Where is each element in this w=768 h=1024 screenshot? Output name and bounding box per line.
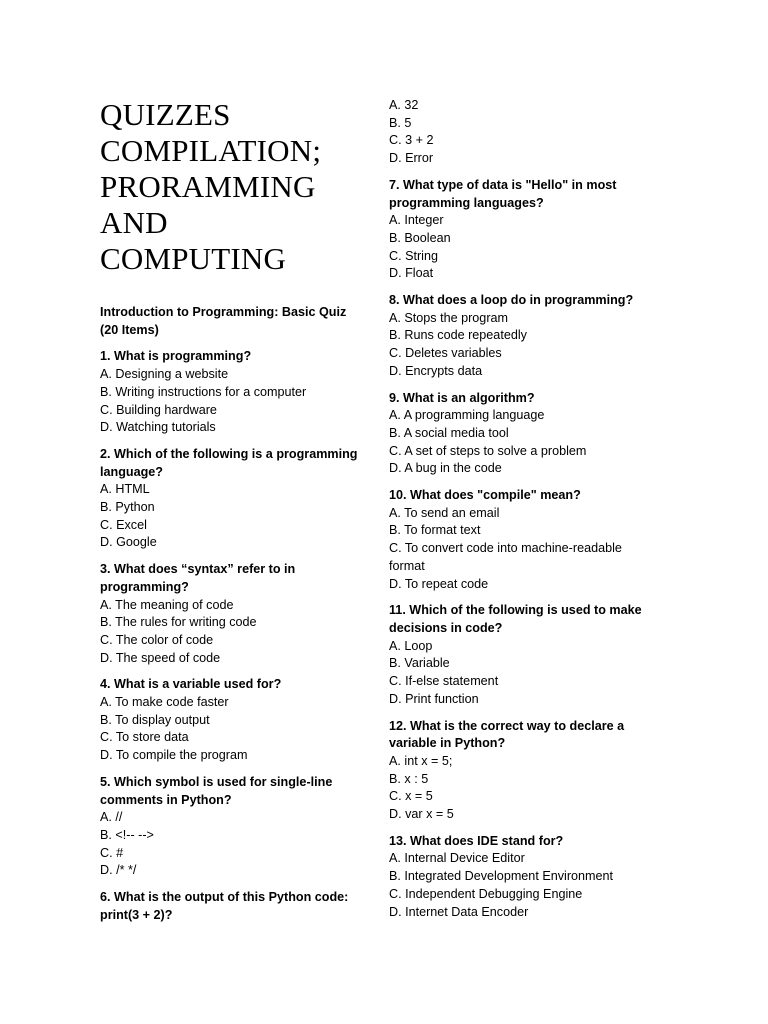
answer-option: D. A bug in the code: [389, 461, 502, 476]
answer-option: A. Internal Device Editor: [389, 851, 525, 866]
question-text: 13. What does IDE stand for?: [389, 833, 564, 848]
answer-option: C. 3 + 2: [389, 133, 434, 148]
answer-option: C. To convert code into machine-readable format: [389, 541, 622, 573]
answer-option: D. To repeat code: [389, 576, 489, 591]
answer-option: C. String: [389, 248, 438, 263]
answer-option: B. Boolean: [389, 230, 451, 245]
question-6: [100, 889, 362, 924]
answer-option: A. 32: [389, 98, 419, 112]
answer-option: C. Building hardware: [100, 402, 217, 417]
answer-option: C. If-else statement: [389, 674, 499, 689]
answer-option: B. To format text: [389, 523, 481, 538]
answer-option: B. A social media tool: [389, 425, 509, 440]
title-line: AND: [100, 205, 168, 240]
question-5: [100, 774, 362, 880]
answer-option: D. Google: [100, 535, 157, 550]
answer-option: B. Runs code repeatedly: [389, 328, 527, 343]
answer-option: A. To send an email: [389, 505, 500, 520]
answer-option: A. int x = 5;: [389, 753, 453, 768]
answer-option: D. /* */: [100, 863, 137, 878]
question-12: [389, 718, 651, 824]
answer-option: A. //: [100, 810, 123, 825]
answer-option: A. The meaning of code: [100, 597, 234, 612]
answer-option: C. The color of code: [100, 632, 214, 647]
document-title: [100, 0, 362, 277]
question-2: [100, 446, 362, 552]
question-6-options: [389, 0, 651, 168]
answer-option: C. Excel: [100, 517, 147, 532]
title-line: COMPILATION;: [100, 133, 322, 168]
right-column: [389, 0, 651, 921]
title-line: PRORAMMING: [100, 169, 316, 204]
question-text: 7. What type of data is "Hello" in most programming languages?: [389, 177, 617, 210]
title-line: COMPUTING: [100, 241, 287, 276]
answer-option: C. To store data: [100, 730, 189, 745]
question-1: [100, 348, 362, 437]
question-text: 3. What does “syntax” refer to in programming?: [100, 562, 296, 594]
answer-option: A. Loop: [389, 638, 433, 653]
question-3: [100, 561, 362, 667]
answer-option: D. Encrypts data: [389, 363, 483, 378]
answer-option: C. Deletes variables: [389, 346, 502, 361]
question-4: [100, 676, 362, 765]
answer-option: B. The rules for writing code: [100, 615, 257, 630]
answer-option: C. A set of steps to solve a problem: [389, 443, 587, 458]
answer-option: D. Error: [389, 151, 434, 166]
answer-option: D. The speed of code: [100, 650, 221, 665]
answer-option: D. Float: [389, 266, 434, 281]
answer-option: B. x : 5: [389, 771, 429, 786]
question-text: 2. Which of the following is a programming language?: [100, 446, 358, 479]
question-7: [389, 177, 651, 283]
answer-option: D. Watching tutorials: [100, 420, 216, 435]
answer-option: A. A programming language: [389, 408, 545, 423]
question-13: [389, 833, 651, 922]
quiz-heading: Introduction to Programming: Basic Quiz (20 Items): [100, 305, 347, 337]
answer-option: C. x = 5: [389, 789, 433, 804]
answer-option: A. Designing a website: [100, 367, 229, 382]
left-column: [100, 0, 362, 925]
answer-option: B. To display output: [100, 712, 210, 727]
answer-option: B. Writing instructions for a computer: [100, 384, 307, 399]
question-text: 9. What is an algorithm?: [389, 390, 535, 405]
question-text: 11. Which of the following is used to make decisions in code?: [389, 603, 642, 635]
answer-option: C. #: [100, 845, 124, 860]
question-10: [389, 487, 651, 593]
answer-option: D. Print function: [389, 691, 479, 706]
answer-option: B. Python: [100, 500, 155, 515]
question-text: 12. What is the correct way to declare a variable in Python?: [389, 718, 625, 751]
question-11: [389, 602, 651, 708]
answer-option: B. 5: [389, 115, 412, 130]
answer-option: A. Stops the program: [389, 310, 509, 325]
answer-option: D. var x = 5: [389, 807, 454, 822]
question-text: 10. What does "compile" mean?: [389, 488, 581, 503]
answer-option: D. To compile the program: [100, 748, 248, 763]
answer-option: B. Integrated Development Environment: [389, 869, 614, 884]
question-text: 8. What does a loop do in programming?: [389, 293, 634, 308]
answer-option: A. To make code faster: [100, 695, 229, 710]
question-9: [389, 390, 651, 479]
title-line: QUIZZES: [100, 97, 231, 132]
answer-option: A. Integer: [389, 213, 444, 228]
answer-option: B. Variable: [389, 656, 450, 671]
question-text: 5. Which symbol is used for single-line comments in Python?: [100, 774, 333, 807]
answer-option: B. <!-- -->: [100, 827, 154, 842]
answer-option: A. HTML: [100, 482, 150, 497]
answer-option: D. Internet Data Encoder: [389, 904, 529, 919]
question-text: 4. What is a variable used for?: [100, 677, 282, 692]
answer-option: C. Independent Debugging Engine: [389, 886, 583, 901]
question-8: [389, 292, 651, 381]
question-text: 6. What is the output of this Python code: print(3 + 2)?: [100, 890, 349, 922]
question-text: 1. What is programming?: [100, 349, 252, 364]
